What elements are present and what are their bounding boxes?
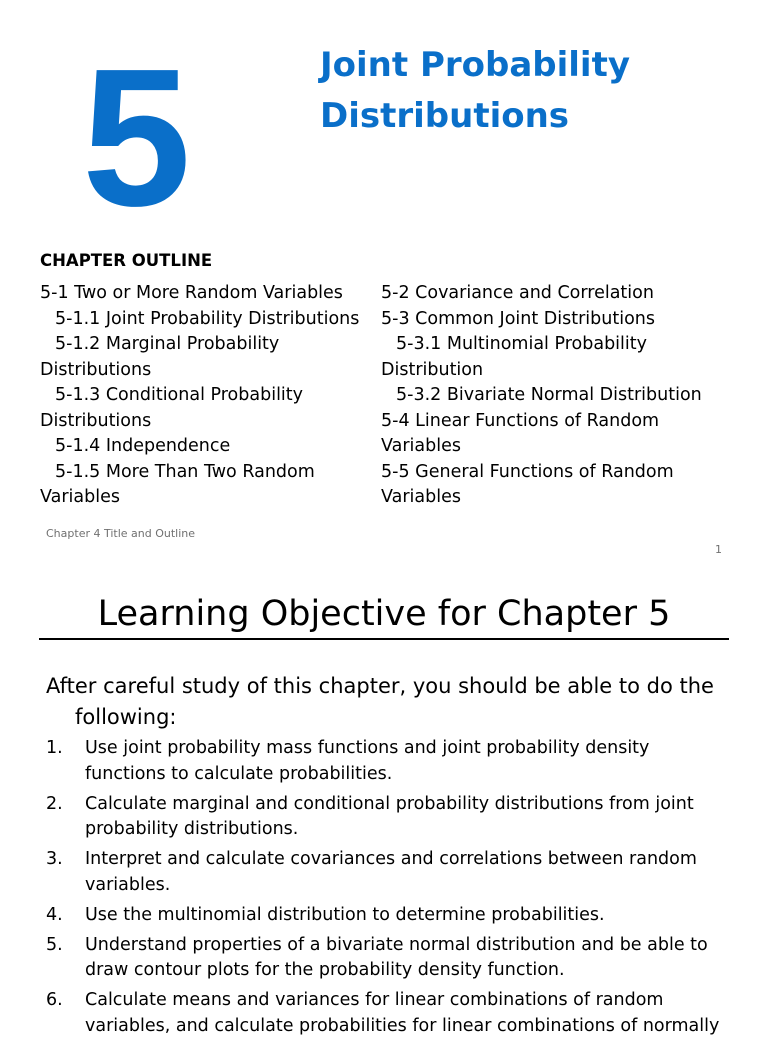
objective-item <box>46 792 726 843</box>
outline-item: 5-1.1 Joint Probability Distributions <box>55 308 360 329</box>
outline-item: 5-3 Common Joint Distributions <box>381 308 655 329</box>
objectives-list <box>46 736 726 1044</box>
learning-objective-title: Learning Objective for Chapter 5 <box>97 594 671 634</box>
objective-item <box>46 736 726 787</box>
objective-text: Interpret and calculate covariances and correlations between random variables. <box>85 849 697 895</box>
outline-item: 5-1.2 Marginal Probability Distributions <box>40 334 280 380</box>
outline-item: 5-4 Linear Functions of Random Variables <box>381 410 660 456</box>
objective-item <box>46 933 726 984</box>
objective-text: Calculate marginal and conditional probability distributions from joint probability distributions. <box>85 793 694 839</box>
objective-text: Calculate means and variances for linear combinations of random variables, and calculate probabilities for linear combinations of normally <box>85 990 720 1036</box>
objective-number: 3. <box>46 849 63 869</box>
chapter-title-line-2: Distributions <box>320 96 570 136</box>
slide-footer-label: Chapter 4 Title and Outline <box>46 527 196 540</box>
outline-item: 5-3.1 Multinomial Probability Distribution <box>381 334 647 380</box>
objective-number: 4. <box>46 904 63 925</box>
outline-item: 5-1.5 More Than Two Random Variables <box>40 461 315 507</box>
objective-item <box>46 988 726 1039</box>
outline-item: 5-1.3 Conditional Probability Distributions <box>40 385 304 431</box>
objective-item <box>46 903 726 929</box>
objective-number: 5. <box>46 934 63 955</box>
outline-item: 5-2 Covariance and Correlation <box>381 283 654 303</box>
objective-number: 2. <box>46 793 63 814</box>
objectives-intro: After careful study of this chapter, you should be able to do the following: <box>46 674 714 729</box>
objective-text: Understand properties of a bivariate normal distribution and be able to draw contour plots for the probability density function. <box>85 934 708 980</box>
outline-item: 5-3.2 Bivariate Normal Distribution <box>396 385 702 405</box>
chapter-number: 5 <box>82 28 192 247</box>
chapter-title <box>320 40 740 142</box>
outline-column-left <box>40 281 380 511</box>
objective-text: Use joint probability mass functions and joint probability density functions to calculate probabilities. <box>85 738 650 784</box>
outline-item: 5-5 General Functions of Random Variables <box>381 461 674 507</box>
chapter-outline-heading: CHAPTER OUTLINE <box>40 251 213 270</box>
title-divider <box>39 638 729 640</box>
objective-text: Use the multinomial distribution to determine probabilities. <box>85 904 605 925</box>
objective-item <box>46 847 726 898</box>
outline-item: 5-1.4 Independence <box>55 436 231 456</box>
slide-page-number: 1 <box>715 543 722 556</box>
objective-number: 6. <box>46 990 63 1010</box>
chapter-title-line-1: Joint Probability <box>320 45 631 85</box>
outline-item: 5-1 Two or More Random Variables <box>40 283 343 303</box>
objective-number: 1. <box>46 738 63 758</box>
outline-column-right <box>381 281 741 511</box>
